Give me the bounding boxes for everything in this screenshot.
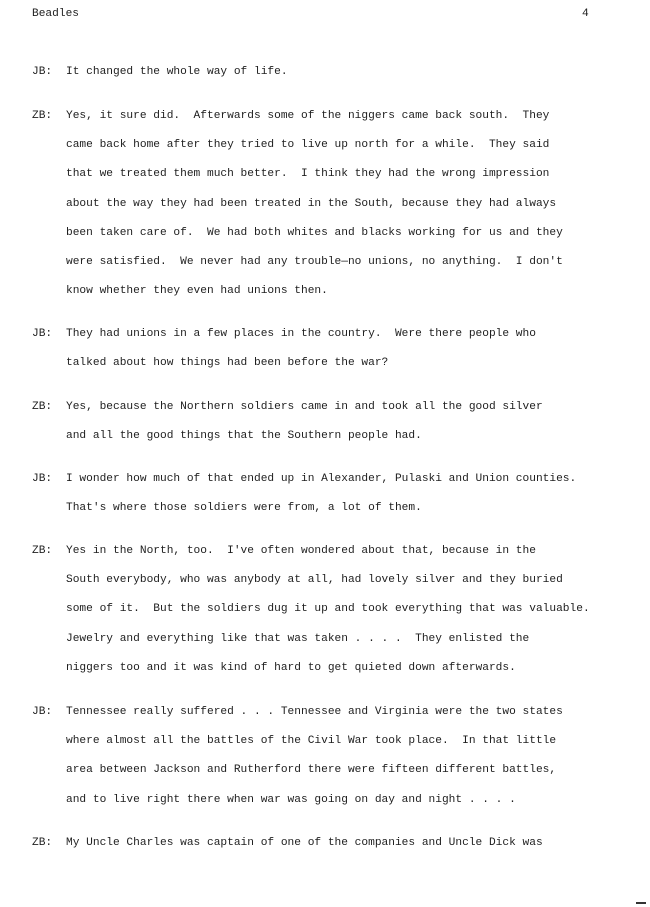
text-line: came back home after they tried to live up north for a while. They said	[66, 139, 550, 152]
text-line: Yes, it sure did. Afterwards some of the niggers came back south. They	[66, 110, 550, 122]
text-line: It changed the whole way of life.	[66, 66, 288, 78]
text-line: and all the good things that the Southern people had.	[66, 430, 422, 443]
header-name: Beadles	[32, 8, 79, 20]
text-line: know whether they even had unions then.	[66, 285, 328, 298]
text-line: area between Jackson and Rutherford there were fifteen different battles,	[66, 764, 557, 777]
text-line: I wonder how much of that ended up in Alexander, Pulaski and Union counties.	[66, 473, 577, 485]
text-line: where almost all the battles of the Civil War took place. In that little	[66, 735, 557, 748]
speaker-label: ZB:	[32, 837, 53, 849]
text-line: niggers too and it was kind of hard to get quieted down afterwards.	[66, 661, 516, 674]
text-line: that we treated them much better. I think they had the wrong impression	[66, 168, 550, 181]
text-line: some of it. But the soldiers dug it up and took everything that was valuable.	[66, 603, 590, 616]
speaker-label: JB:	[32, 66, 53, 78]
text-line: talked about how things had been before the war?	[66, 357, 389, 370]
speaker-label: ZB:	[32, 401, 53, 413]
text-line: were satisfied. We never had any trouble—no unions, no anything. I don't	[66, 256, 563, 268]
text-line: and to live right there when war was going on day and night . . . .	[66, 793, 516, 806]
speaker-label: ZB:	[32, 545, 53, 557]
speaker-label: JB:	[32, 706, 53, 718]
speaker-label: ZB:	[32, 110, 53, 122]
speaker-label: JB:	[32, 328, 53, 340]
text-line: They had unions in a few places in the country. Were there people who	[66, 328, 536, 340]
text-line: Tennessee really suffered . . . Tennessee and Virginia were the two states	[66, 706, 563, 718]
text-line: That's where those soldiers were from, a lot of them.	[66, 502, 422, 515]
text-line: Yes in the North, too. I've often wondered about that, because in the	[66, 545, 536, 557]
text-line: been taken care of. We had both whites and blacks working for us and they	[66, 226, 563, 239]
page-number: 4	[582, 8, 589, 20]
text-line: Yes, because the Northern soldiers came in and took all the good silver	[66, 401, 543, 413]
speaker-label: JB:	[32, 473, 53, 485]
text-line: South everybody, who was anybody at all, had lovely silver and they buried	[66, 574, 563, 587]
edge-mark	[636, 902, 646, 904]
text-line: about the way they had been treated in the South, because they had always	[66, 197, 557, 210]
text-line: My Uncle Charles was captain of one of the companies and Uncle Dick was	[66, 837, 543, 849]
text-line: Jewelry and everything like that was taken . . . . They enlisted the	[66, 632, 530, 645]
